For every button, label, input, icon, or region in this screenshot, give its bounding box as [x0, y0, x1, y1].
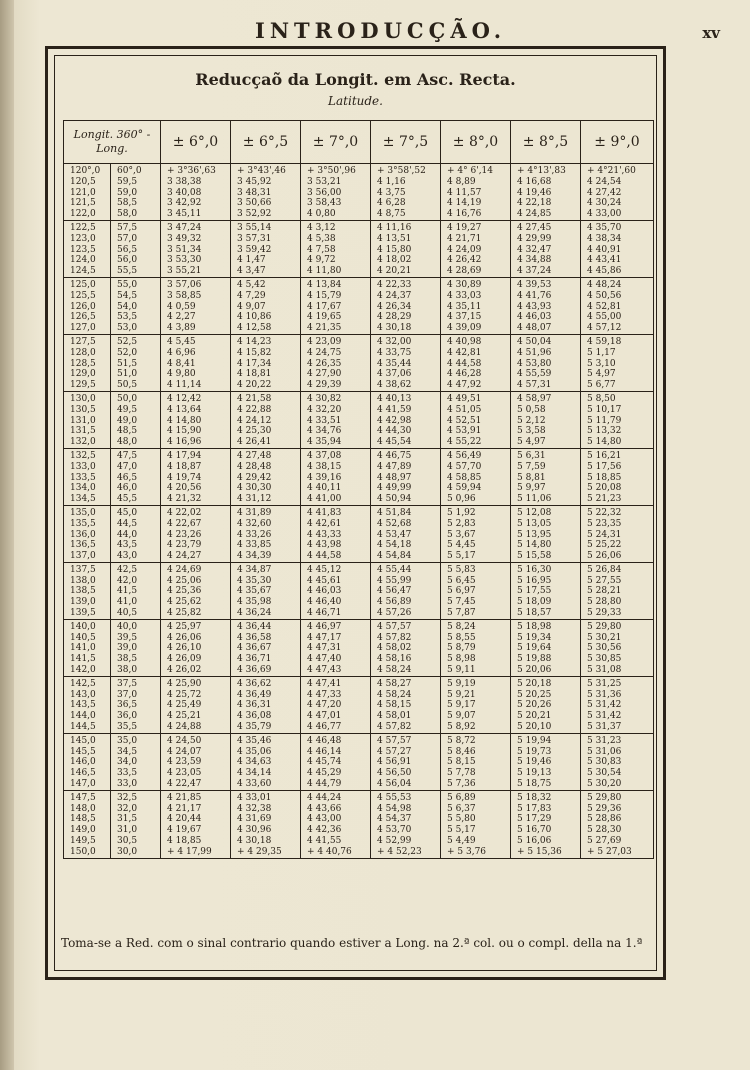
running-title: INTRODUCÇÃO.: [255, 18, 507, 43]
table-inner-frame: [54, 55, 657, 971]
value-cell: 5 8,24 5 8,55 5 8,79 5 8,98 5 9,11: [441, 619, 511, 676]
complement-cell: 42,5 42,0 41,5 41,0 40,5: [111, 562, 161, 619]
value-cell: 5 18,32 5 17,83 5 17,29 5 16,70 5 16,06 + 5 15,36: [511, 790, 581, 858]
value-cell: 4 30,89 4 33,03 4 35,11 4 37,15 4 39,09: [441, 277, 511, 334]
header-lat-7-0: ± 7°,0: [301, 121, 371, 164]
table-subtitle: Latitude.: [328, 94, 383, 108]
value-cell: 5 31,23 5 31,06 5 30,83 5 30,54 5 30,20: [581, 733, 654, 790]
value-cell: + 3°36',63 3 38,38 3 40,08 3 42,92 3 45,11: [161, 164, 231, 221]
table-row: [64, 562, 654, 619]
value-cell: 4 25,90 4 25,72 4 25,49 4 25,21 4 24,88: [161, 676, 231, 733]
value-cell: 5 6,89 5 6,37 5 5,80 5 5,17 5 4,49 + 5 3,76: [441, 790, 511, 858]
value-cell: 4 35,70 4 38,34 4 40,91 4 43,41 4 45,86: [581, 220, 654, 277]
longit-cell: 125,0 125,5 126,0 126,5 127,0: [64, 277, 111, 334]
value-cell: 4 22,02 4 22,67 4 23,26 4 23,79 4 24,27: [161, 505, 231, 562]
value-cell: 4 37,08 4 38,15 4 39,16 4 40,11 4 41,00: [301, 448, 371, 505]
value-cell: + 3°43',46 3 45,92 3 48,31 3 50,66 3 52,92: [231, 164, 301, 221]
table-body: [64, 164, 654, 859]
table-row: [64, 448, 654, 505]
value-cell: 5 18,98 5 19,34 5 19,64 5 19,88 5 20,06: [511, 619, 581, 676]
value-cell: 4 46,48 4 46,14 4 45,74 4 45,29 4 44,79: [301, 733, 371, 790]
value-cell: + 3°58',52 4 1,16 4 3,75 4 6,28 4 8,75: [371, 164, 441, 221]
header-lat-8-5: ± 8°,5: [511, 121, 581, 164]
longit-cell: 127,5 128,0 128,5 129,0 129,5: [64, 334, 111, 391]
value-cell: 4 3,12 4 5,38 4 7,58 4 9,72 4 11,80: [301, 220, 371, 277]
value-cell: 4 40,98 4 42,81 4 44,58 4 46,28 4 47,92: [441, 334, 511, 391]
complement-cell: 60°,0 59,5 59,0 58,5 58,0: [111, 164, 161, 221]
value-cell: 5 8,72 5 8,46 5 8,15 5 7,78 5 7,36: [441, 733, 511, 790]
running-head: [0, 16, 750, 46]
value-cell: + 4°13',83 4 16,68 4 19,46 4 22,18 4 24,85: [511, 164, 581, 221]
value-cell: 4 21,85 4 21,17 4 20,44 4 19,67 4 18,85 + 4 17,99: [161, 790, 231, 858]
value-cell: 3 57,06 3 58,85 4 0,59 4 2,27 4 3,89: [161, 277, 231, 334]
longit-cell: 132,5 133,0 133,5 134,0 134,5: [64, 448, 111, 505]
value-cell: 4 58,97 5 0,58 5 2,12 5 3,58 5 4,97: [511, 391, 581, 448]
table-row: [64, 619, 654, 676]
table-frame: [45, 46, 666, 980]
value-cell: 4 58,27 4 58,24 4 58,15 4 58,01 4 57,82: [371, 676, 441, 733]
longit-cell: 120°,0 120,5 121,0 121,5 122,0: [64, 164, 111, 221]
value-cell: 4 44,24 4 43,66 4 43,00 4 42,36 4 41,55 + 4 40,76: [301, 790, 371, 858]
value-cell: 4 35,46 4 35,06 4 34,63 4 34,14 4 33,60: [231, 733, 301, 790]
value-cell: 5 16,30 5 16,95 5 17,55 5 18,09 5 18,57: [511, 562, 581, 619]
value-cell: 5 9,19 5 9,21 5 9,17 5 9,07 5 8,92: [441, 676, 511, 733]
value-cell: 5 6,31 5 7,59 5 8,81 5 9,97 5 11,06: [511, 448, 581, 505]
value-cell: 4 49,51 4 51,05 4 52,51 4 53,91 4 55,22: [441, 391, 511, 448]
complement-cell: 47,5 47,0 46,5 46,0 45,5: [111, 448, 161, 505]
longit-cell: 147,5 148,0 148,5 149,0 149,5 150,0: [64, 790, 111, 858]
value-cell: 4 55,53 4 54,98 4 54,37 4 53,70 4 52,99 + 4 52,23: [371, 790, 441, 858]
header-lat-9-0: ± 9°,0: [581, 121, 654, 164]
value-cell: 4 40,13 4 41,59 4 42,98 4 44,30 4 45,54: [371, 391, 441, 448]
value-cell: 5 1,92 5 2,83 5 3,67 5 4,45 5 5,17: [441, 505, 511, 562]
table-row: [64, 391, 654, 448]
value-cell: 4 41,83 4 42,61 4 43,33 4 43,98 4 44,58: [301, 505, 371, 562]
value-cell: 4 23,09 4 24,75 4 26,35 4 27,90 4 29,39: [301, 334, 371, 391]
complement-cell: 45,0 44,5 44,0 43,5 43,0: [111, 505, 161, 562]
value-cell: 4 11,16 4 13,51 4 15,80 4 18,02 4 20,21: [371, 220, 441, 277]
value-cell: 4 24,69 4 25,06 4 25,36 4 25,62 4 25,82: [161, 562, 231, 619]
longit-cell: 137,5 138,0 138,5 139,0 139,5: [64, 562, 111, 619]
table-row: [64, 790, 654, 858]
header-lat-6-5: ± 6°,5: [231, 121, 301, 164]
value-cell: + 4° 6',14 4 8,89 4 11,57 4 14,19 4 16,76: [441, 164, 511, 221]
value-cell: 5 29,80 5 30,21 5 30,56 5 30,85 5 31,08: [581, 619, 654, 676]
value-cell: 5 22,32 5 23,35 5 24,31 5 25,22 5 26,06: [581, 505, 654, 562]
value-cell: 4 46,75 4 47,89 4 48,97 4 49,99 4 50,94: [371, 448, 441, 505]
longit-cell: 122,5 123,0 123,5 124,0 124,5: [64, 220, 111, 277]
value-cell: 4 17,94 4 18,87 4 19,74 4 20,56 4 21,32: [161, 448, 231, 505]
longit-cell: 142,5 143,0 143,5 144,0 144,5: [64, 676, 111, 733]
value-cell: 5 31,25 5 31,36 5 31,42 5 31,42 5 31,37: [581, 676, 654, 733]
value-cell: 4 51,84 4 52,68 4 53,47 4 54,18 4 54,84: [371, 505, 441, 562]
value-cell: 4 12,42 4 13,64 4 14,80 4 15,90 4 16,96: [161, 391, 231, 448]
value-cell: 4 55,44 4 55,99 4 56,47 4 56,89 4 57,26: [371, 562, 441, 619]
value-cell: 4 47,41 4 47,33 4 47,20 4 47,01 4 46,77: [301, 676, 371, 733]
complement-cell: 40,0 39,5 39,0 38,5 38,0: [111, 619, 161, 676]
value-cell: 4 22,33 4 24,37 4 26,34 4 28,29 4 30,18: [371, 277, 441, 334]
value-cell: 5 8,50 5 10,17 5 11,79 5 13,32 5 14,80: [581, 391, 654, 448]
value-cell: 4 14,23 4 15,82 4 17,34 4 18,81 4 20,22: [231, 334, 301, 391]
book-spine: [0, 0, 14, 1070]
value-cell: 4 13,84 4 15,79 4 17,67 4 19,65 4 21,35: [301, 277, 371, 334]
table-row: [64, 164, 654, 221]
value-cell: 4 50,04 4 51,96 4 53,80 4 55,59 4 57,31: [511, 334, 581, 391]
value-cell: 4 36,44 4 36,58 4 36,67 4 36,71 4 36,69: [231, 619, 301, 676]
value-cell: 3 47,24 3 49,32 3 51,34 3 53,30 3 55,21: [161, 220, 231, 277]
value-cell: 4 27,45 4 29,99 4 32,47 4 34,88 4 37,24: [511, 220, 581, 277]
complement-cell: 52,5 52,0 51,5 51,0 50,5: [111, 334, 161, 391]
value-cell: 4 33,01 4 32,38 4 31,69 4 30,96 4 30,18 + 4 29,35: [231, 790, 301, 858]
value-cell: 4 57,57 4 57,82 4 58,02 4 58,16 4 58,24: [371, 619, 441, 676]
value-cell: 4 5,45 4 6,96 4 8,41 4 9,80 4 11,14: [161, 334, 231, 391]
reduction-table: [63, 120, 654, 859]
value-cell: 4 19,27 4 21,71 4 24,09 4 26,42 4 28,69: [441, 220, 511, 277]
value-cell: 4 46,97 4 47,17 4 47,31 4 47,40 4 47,43: [301, 619, 371, 676]
table-row: [64, 277, 654, 334]
value-cell: 4 5,42 4 7,29 4 9,07 4 10,86 4 12,58: [231, 277, 301, 334]
value-cell: 4 56,49 4 57,70 4 58,85 4 59,94 5 0,96: [441, 448, 511, 505]
longit-cell: 140,0 140,5 141,0 141,5 142,0: [64, 619, 111, 676]
header-lat-8-0: ± 8°,0: [441, 121, 511, 164]
complement-cell: 57,5 57,0 56,5 56,0 55,5: [111, 220, 161, 277]
value-cell: 4 34,87 4 35,30 4 35,67 4 35,98 4 36,24: [231, 562, 301, 619]
value-cell: 5 16,21 5 17,56 5 18,85 5 20,08 5 21,23: [581, 448, 654, 505]
value-cell: 4 57,57 4 57,27 4 56,91 4 56,50 4 56,04: [371, 733, 441, 790]
value-cell: 5 29,80 5 29,36 5 28,86 5 28,30 5 27,69 + 5 27,03: [581, 790, 654, 858]
value-cell: 4 59,18 5 1,17 5 3,10 5 4,97 5 6,77: [581, 334, 654, 391]
table-row: [64, 220, 654, 277]
header-row: [64, 121, 654, 164]
table-row: [64, 334, 654, 391]
complement-cell: 37,5 37,0 36,5 36,0 35,5: [111, 676, 161, 733]
complement-cell: 50,0 49,5 49,0 48,5 48,0: [111, 391, 161, 448]
longit-cell: 130,0 130,5 131,0 131,5 132,0: [64, 391, 111, 448]
longit-cell: 145,0 145,5 146,0 146,5 147,0: [64, 733, 111, 790]
value-cell: 4 27,48 4 28,48 4 29,42 4 30,30 4 31,12: [231, 448, 301, 505]
value-cell: + 3°50',96 3 53,21 3 56,00 3 58,43 4 0,80: [301, 164, 371, 221]
page-number: xv: [702, 24, 720, 42]
value-cell: 3 55,14 3 57,31 3 59,42 4 1,47 4 3,47: [231, 220, 301, 277]
table-title: Reducçaõ da Longit. em Asc. Recta.: [195, 70, 516, 89]
header-longitude: Longit. 360° - Long.: [64, 121, 161, 164]
value-cell: 5 20,18 5 20,25 5 20,26 5 20,21 5 20,10: [511, 676, 581, 733]
complement-cell: 55,0 54,5 54,0 53,5 53,0: [111, 277, 161, 334]
header-lat-7-5: ± 7°,5: [371, 121, 441, 164]
table-row: [64, 733, 654, 790]
value-cell: 4 25,97 4 26,06 4 26,10 4 26,09 4 26,02: [161, 619, 231, 676]
complement-cell: 35,0 34,5 34,0 33,5 33,0: [111, 733, 161, 790]
value-cell: 4 21,58 4 22,88 4 24,12 4 25,30 4 26,41: [231, 391, 301, 448]
table-row: [64, 676, 654, 733]
header-lat-6-0: ± 6°,0: [161, 121, 231, 164]
value-cell: + 4°21',60 4 24,54 4 27,42 4 30,24 4 33,00: [581, 164, 654, 221]
value-cell: 4 39,53 4 41,76 4 43,93 4 46,03 4 48,07: [511, 277, 581, 334]
value-cell: 5 19,94 5 19,73 5 19,46 5 19,13 5 18,75: [511, 733, 581, 790]
longit-cell: 135,0 135,5 136,0 136,5 137,0: [64, 505, 111, 562]
value-cell: 4 24,50 4 24,07 4 23,59 4 23,05 4 22,47: [161, 733, 231, 790]
value-cell: 5 26,84 5 27,55 5 28,21 5 28,80 5 29,33: [581, 562, 654, 619]
value-cell: 4 30,82 4 32,20 4 33,51 4 34,76 4 35,94: [301, 391, 371, 448]
complement-cell: 32,5 32,0 31,5 31,0 30,5 30,0: [111, 790, 161, 858]
value-cell: 4 32,00 4 33,75 4 35,44 4 37,06 4 38,62: [371, 334, 441, 391]
table-footnote: Toma-se a Red. com o sinal contrario quando estiver a Long. na 2.ª col. ou o compl. della na 1.ª: [61, 936, 643, 950]
value-cell: 5 12,08 5 13,05 5 13,95 5 14,80 5 15,58: [511, 505, 581, 562]
value-cell: 4 45,12 4 45,61 4 46,03 4 46,40 4 46,71: [301, 562, 371, 619]
value-cell: 5 5,83 5 6,45 5 6,97 5 7,45 5 7,87: [441, 562, 511, 619]
value-cell: 4 48,24 4 50,56 4 52,81 4 55,00 4 57,12: [581, 277, 654, 334]
table-row: [64, 505, 654, 562]
value-cell: 4 36,62 4 36,49 4 36,31 4 36,08 4 35,79: [231, 676, 301, 733]
value-cell: 4 31,89 4 32,60 4 33,26 4 33,85 4 34,39: [231, 505, 301, 562]
